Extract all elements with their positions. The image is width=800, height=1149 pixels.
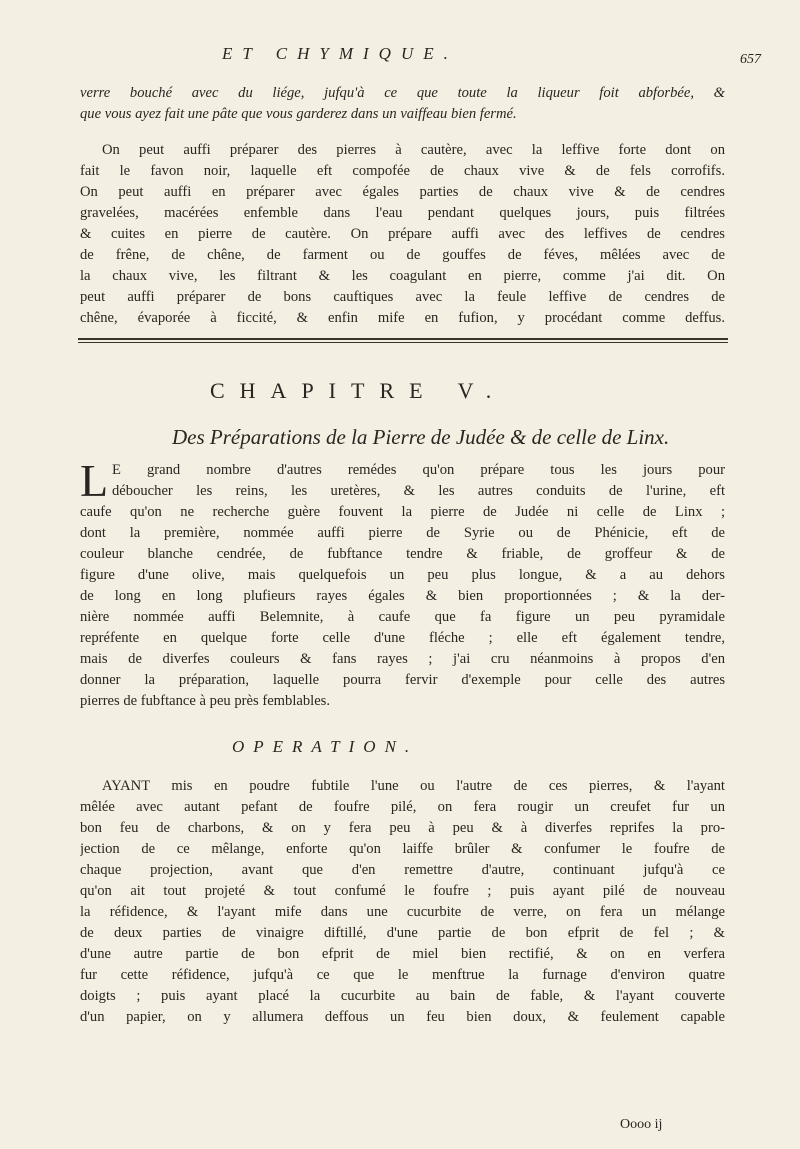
operation-heading: OPERATION. xyxy=(232,737,419,756)
text-line: de long en long plufieurs rayes égales & bien proportionnées ; & la der- xyxy=(80,588,725,604)
paragraph-cautery-stones xyxy=(80,140,725,329)
text-line: fur cette réfidence, jufqu'à ce que le menftrue la furnage d'environ quatre xyxy=(80,967,725,983)
text-line: chaque projection, avant que d'en remettre d'autre, continuant jufqu'à ce xyxy=(80,862,725,878)
drop-cap: L xyxy=(80,455,109,506)
text-line: E grand nombre d'autres remédes qu'on prépare tous les jours pour xyxy=(112,462,725,478)
text-line: pierres de fubftance à peu près femblables. xyxy=(80,693,331,709)
text-line: donner la préparation, laquelle pourra fervir d'exemple pour celle des autres xyxy=(80,672,725,688)
text-line: d'un papier, on y allumera deffous un feu bien doux, & feulement capable xyxy=(80,1009,725,1025)
text-line: doigts ; puis ayant placé la cucurbite au bain de fable, & l'ayant couverte xyxy=(80,988,725,1004)
text-line: mais de diverfes couleurs & fans rayes ; j'ai cru néanmoins à propos d'en xyxy=(80,651,725,667)
text-line: bon feu de charbons, & on y fera peu à peu & à diverfes reprifes la pro- xyxy=(80,820,725,836)
text-line: que vous ayez fait une pâte que vous garderez dans un vaiffeau bien fermé. xyxy=(80,106,517,122)
chapter-rule xyxy=(78,338,728,343)
text-line: repréfente en quelque forte celle d'une fléche ; elle eft également tendre, xyxy=(80,630,725,646)
text-line: On peut auffi en préparer avec égales parties de chaux vive & de cendres xyxy=(80,184,725,200)
text-line: AYANT mis en poudre fubtile l'une ou l'autre de ces pierres, & l'ayant xyxy=(102,778,725,794)
paragraph-operation xyxy=(80,776,725,1028)
text-line: fait le favon noir, laquelle eft compofée de chaux vive & de fels corrofifs. xyxy=(80,163,725,179)
text-line: peut auffi préparer de bons cauftiques avec la feule leffive de cendres de xyxy=(80,289,725,305)
text-line: de deux parties de vinaigre diftillé, d'une partie de bon efprit de fel ; & xyxy=(80,925,725,941)
text-line: & cuites en pierre de cautère. On prépare auffi avec des leffives de cendres xyxy=(80,226,725,242)
text-line: caufe qu'on ne recherche guère fouvent la pierre de Judée ni celle de Linx ; xyxy=(80,504,725,520)
text-line: verre bouché avec du liége, jufqu'à ce que toute la liqueur foit abforbée, & xyxy=(80,85,725,101)
text-line: déboucher les reins, les uretères, & les autres conduits de l'urine, eft xyxy=(112,483,725,499)
text-line: de frêne, de chêne, de farment ou de gouffes de féves, mêlées avec de xyxy=(80,247,725,263)
text-line: gravelées, macérées enfemble dans l'eau pendant quelques jours, puis filtrées xyxy=(80,205,725,221)
text-line: chêne, évaporée à ficcité, & enfin mife en fufion, y procédant comme deffus. xyxy=(80,310,725,326)
page-number: 657 xyxy=(740,52,761,67)
text-line: On peut auffi préparer des pierres à cautère, avec la leffive forte dont on xyxy=(102,142,725,158)
paragraph-judee-linx xyxy=(80,455,725,712)
running-head: ET CHYMIQUE. xyxy=(222,44,458,63)
chapter-title: Des Préparations de la Pierre de Judée & de celle de Linx. xyxy=(172,425,670,449)
text-line: la réfidence, & l'ayant mife dans une cucurbite de verre, on fera un mélange xyxy=(80,904,725,920)
paragraph-continuation xyxy=(80,83,725,125)
text-line: d'une autre partie de bon efprit de miel bien rectifié, & on en verfera xyxy=(80,946,725,962)
text-line: nière nommée auffi Belemnite, à caufe que fa figure un peu pyramidale xyxy=(80,609,725,625)
text-line: couleur blanche cendrée, de fubftance tendre & friable, de groffeur & de xyxy=(80,546,725,562)
text-line: jection de ce mêlange, enforte qu'on laiffe brûler & confumer le foufre de xyxy=(80,841,725,857)
text-line: figure d'une olive, mais quelquefois un peu plus longue, & a au dehors xyxy=(80,567,725,583)
text-line: dont la première, nommée auffi pierre de Syrie ou de Phénicie, eft de xyxy=(80,525,725,541)
text-line: qu'on ait tout projeté & tout confumé le foufre ; puis ayant pilé de nouveau xyxy=(80,883,725,899)
chapter-heading: CHAPITRE V. xyxy=(210,378,507,403)
text-line: mêlée avec autant pefant de foufre pilé, on fera rougir un creufet fur un xyxy=(80,799,725,815)
signature-mark: Oooo ij xyxy=(620,1117,663,1132)
text-line: la chaux vive, les filtrant & les coagulant en pierre, comme j'ai dit. On xyxy=(80,268,725,284)
